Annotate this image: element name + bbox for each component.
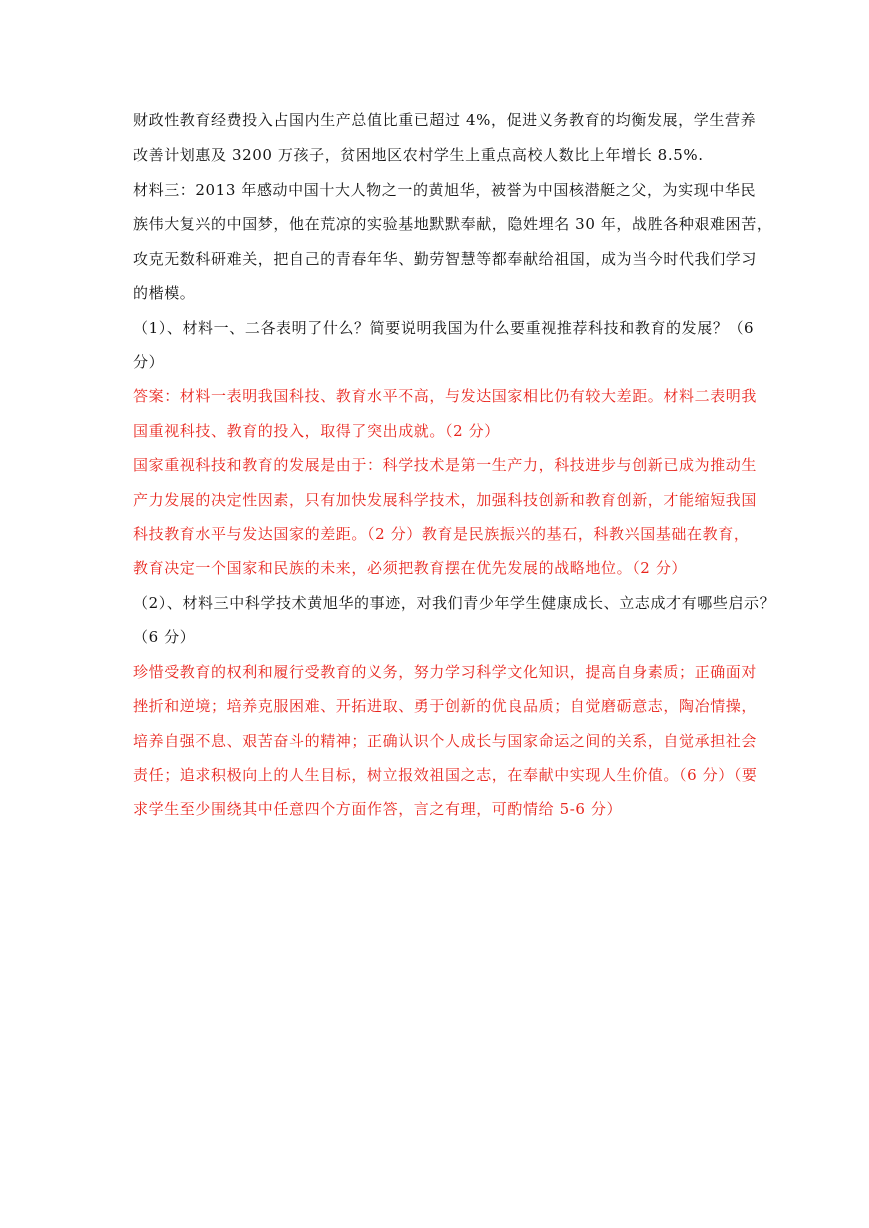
question-2: （2）、材料三中科学技术黄旭华的事迹，对我们青少年学生健康成长、立志成才有哪些启示？ [133,594,776,612]
text-line: 财政性教育经费投入占国内生产总值比重已超过 4%，促进义务教育的均衡发展，学生营养 [133,111,757,129]
text-line: 族伟大复兴的中国梦，他在荒凉的实验基地默默奉献，隐姓埋名 30 年，战胜各种艰难困苦， [133,215,773,233]
text-line: 材料三：2013 年感动中国十大人物之一的黄旭华，被誉为中国核潜艇之父，为实现中华民 [133,181,757,199]
text-line: 的楷模。 [133,284,196,302]
question-1-continued: 分） [133,353,165,371]
answer-line: 责任；追求积极向上的人生目标，树立报效祖国之志，在奉献中实现人生价值。（6 分）（要 [133,766,758,784]
question-2-continued: （6 分） [133,628,196,646]
answer-line: 挫折和逆境；培养克服困难、开拓进取、勇于创新的优良品质；自觉磨砺意志，陶冶情操， [133,697,758,715]
answer-line: 国家重视科技和教育的发展是由于：科学技术是第一生产力，科技进步与创新已成为推动生 [133,456,758,474]
answer-line: 珍惜受教育的权利和履行受教育的义务，努力学习科学文化知识，提高自身素质；正确面对 [133,663,758,681]
answer-line: 产力发展的决定性因素，只有加快发展科学技术，加强科技创新和教育创新，才能缩短我国 [133,491,758,509]
answer-line: 教育决定一个国家和民族的未来，必须把教育摆在优先发展的战略地位。（2 分） [133,559,688,577]
answer-line: 科技教育水平与发达国家的差距。（2 分）教育是民族振兴的基石，科教兴国基础在教育， [133,525,750,543]
answer-line: 答案：材料一表明我国科技、教育水平不高，与发达国家相比仍有较大差距。材料二表明我 [133,387,758,405]
answer-line: 国重视科技、教育的投入，取得了突出成就。（2 分） [133,422,500,440]
text-line: 改善计划惠及 3200 万孩子，贫困地区农村学生上重点高校人数比上年增长 8.5%. [133,146,704,164]
answer-line: 培养自强不息、艰苦奋斗的精神；正确认识个人成长与国家命运之间的关系，自觉承担社会 [133,732,758,750]
text-line: 攻克无数科研难关，把自己的青春年华、勤劳智慧等都奉献给祖国，成为当今时代我们学习 [133,250,758,268]
answer-line: 求学生至少围绕其中任意四个方面作答，言之有理，可酌情给 5-6 分） [133,800,623,818]
question-1: （1）、材料一、二各表明了什么？简要说明我国为什么要重视推荐科技和教育的发展？（6 [133,319,755,337]
